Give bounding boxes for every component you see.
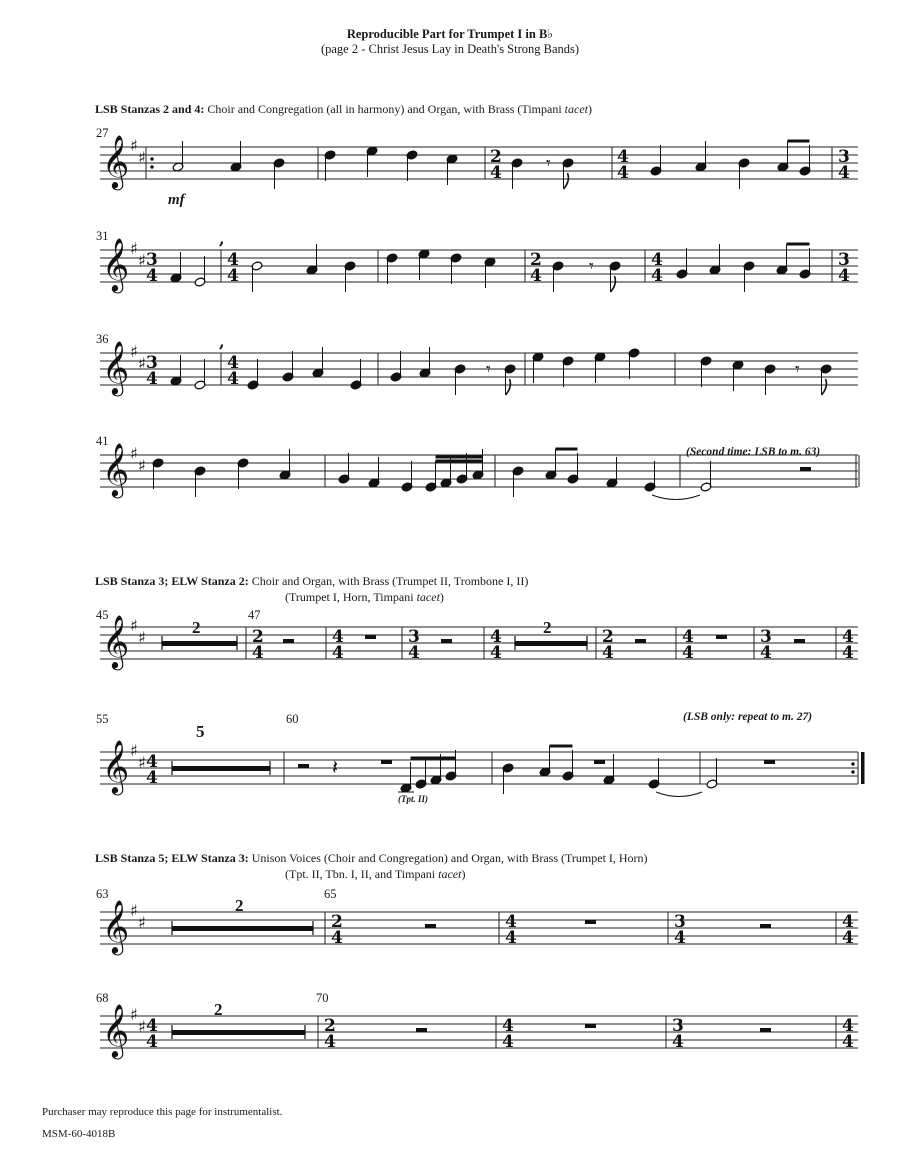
time-signature: 4	[146, 369, 158, 389]
section-tacet: tacet	[564, 102, 588, 116]
half-rest	[800, 467, 811, 471]
repeat-note: (LSB only: repeat to m. 27)	[683, 711, 813, 723]
time-signature: 4	[842, 1032, 854, 1052]
treble-clef-icon: 𝄞	[102, 899, 130, 953]
note-flag	[822, 379, 827, 395]
tpt2-cue-label: (Tpt. II)	[398, 794, 428, 804]
staff-system-4	[0, 415, 900, 535]
repeat-dot	[851, 770, 854, 773]
time-signature: 4	[324, 1032, 336, 1052]
staff-system-5	[0, 587, 900, 707]
note-flag	[564, 173, 569, 189]
time-signature: 4	[842, 912, 854, 932]
time-signature: 3	[672, 1016, 684, 1036]
sharp-icon: ♯	[138, 1017, 146, 1036]
staff-system-2	[0, 210, 900, 330]
measure-number: 60	[286, 712, 299, 726]
section-heading-3	[95, 851, 648, 866]
time-signature: 4	[602, 643, 614, 663]
footer-permission: Purchaser may reproduce this page for instrumentalist.	[42, 1106, 283, 1118]
treble-clef-icon: 𝄞	[102, 1003, 130, 1057]
sharp-icon: ♯	[130, 901, 138, 920]
measure-number: 68	[96, 991, 109, 1005]
time-signature: 4	[651, 250, 663, 270]
sharp-icon: ♯	[138, 148, 146, 167]
whole-rest	[585, 920, 596, 924]
staff-system-1	[0, 107, 900, 227]
half-rest	[760, 1028, 771, 1032]
whole-rest	[381, 760, 392, 764]
multirest-count: 5	[196, 722, 205, 741]
time-signature: 4	[842, 1016, 854, 1036]
barline	[861, 752, 865, 784]
breath-mark: ,	[219, 332, 225, 351]
time-signature: 4	[227, 250, 239, 270]
whole-rest	[594, 760, 605, 764]
time-signature: 4	[332, 643, 344, 663]
sharp-icon: ♯	[130, 616, 138, 635]
time-signature: 4	[838, 266, 850, 286]
time-signature: 4	[505, 928, 517, 948]
half-rest	[760, 924, 771, 928]
time-signature: 4	[227, 266, 239, 286]
time-signature: 3	[408, 627, 420, 647]
section-text: Choir and Congregation (all in harmony) and Organ, with Brass (Timpani	[207, 102, 565, 116]
treble-clef-icon: 𝄞	[102, 739, 130, 793]
time-signature: 4	[332, 627, 344, 647]
measure-number: 41	[96, 434, 109, 448]
time-signature: 4	[490, 627, 502, 647]
time-signature: 4	[672, 1032, 684, 1052]
sharp-icon: ♯	[130, 741, 138, 760]
time-signature: 4	[682, 627, 694, 647]
time-signature: 4	[227, 353, 239, 373]
time-signature: 4	[530, 266, 542, 286]
time-signature: 3	[146, 353, 158, 373]
time-signature: 4	[227, 369, 239, 389]
time-signature: 2	[331, 912, 343, 932]
half-rest	[635, 639, 646, 643]
time-signature: 4	[502, 1016, 514, 1036]
section-lead: LSB Stanza 5; ELW Stanza 3:	[95, 851, 249, 865]
tie	[656, 792, 702, 797]
staff-system-6	[0, 712, 900, 832]
section-close: )	[588, 102, 592, 116]
time-signature: 4	[146, 752, 158, 772]
treble-clef-icon: 𝄞	[102, 614, 130, 668]
repeat-dot	[851, 762, 854, 765]
section-subline-3: (Tpt. II, Tbn. I, II, and Timpani tacet)	[285, 867, 466, 881]
sharp-icon: ♯	[130, 444, 138, 463]
whole-rest	[764, 760, 775, 764]
treble-clef-icon: 𝄞	[102, 134, 130, 188]
half-rest	[441, 639, 452, 643]
time-signature: 4	[146, 1032, 158, 1052]
multirest-bar	[515, 641, 587, 646]
multirest-bar	[172, 766, 270, 771]
half-rest	[283, 639, 294, 643]
half-rest	[416, 1028, 427, 1032]
sharp-icon: ♯	[130, 1005, 138, 1024]
treble-clef-icon: 𝄞	[102, 237, 130, 291]
time-signature: 4	[505, 912, 517, 932]
eighth-rest-icon: 𝄾	[546, 153, 551, 174]
whole-rest	[365, 635, 376, 639]
time-signature: 4	[146, 1016, 158, 1036]
note-flag	[611, 276, 616, 292]
time-signature: 2	[324, 1016, 336, 1036]
second-time-note: (Second time: LSB to m. 63)	[686, 446, 821, 458]
time-signature: 3	[838, 147, 850, 167]
time-signature: 4	[331, 928, 343, 948]
breath-mark: ,	[219, 229, 225, 248]
measure-number: 63	[96, 887, 109, 901]
multirest-bar	[162, 641, 237, 646]
time-signature: 3	[146, 250, 158, 270]
time-signature: 4	[838, 163, 850, 183]
note-flag	[506, 379, 511, 395]
half-rest	[425, 924, 436, 928]
time-signature: 4	[842, 627, 854, 647]
section-text: Unison Voices (Choir and Congregation) and Organ, with Brass (Trumpet I, Horn)	[251, 851, 648, 865]
time-signature: 4	[651, 266, 663, 286]
section-subline-2: (Trumpet I, Horn, Timpani tacet)	[285, 590, 444, 604]
page-subtitle: (page 2 - Christ Jesus Lay in Death's Strong Bands)	[320, 42, 580, 56]
measure-number: 27	[96, 126, 109, 140]
staff-system-8	[0, 976, 900, 1096]
quarter-rest-icon: 𝄽	[332, 755, 339, 779]
measure-number: 31	[96, 229, 109, 243]
section-lead: LSB Stanzas 2 and 4:	[95, 102, 205, 116]
half-rest	[794, 639, 805, 643]
multirest-bar	[172, 1030, 305, 1035]
time-signature: 4	[490, 163, 502, 183]
time-signature: 4	[842, 643, 854, 663]
section-text: Choir and Organ, with Brass (Trumpet II, Trombone I, II)	[251, 574, 529, 588]
time-signature: 3	[674, 912, 686, 932]
time-signature: 3	[838, 250, 850, 270]
multirest-count: 2	[235, 896, 244, 915]
whole-rest	[716, 635, 727, 639]
measure-number: 70	[316, 991, 329, 1005]
sharp-icon: ♯	[130, 239, 138, 258]
sharp-icon: ♯	[138, 753, 146, 772]
time-signature: 4	[842, 928, 854, 948]
treble-clef-icon: 𝄞	[102, 340, 130, 394]
repeat-dot	[150, 165, 153, 168]
eighth-rest-icon: 𝄾	[795, 359, 800, 380]
sharp-icon: ♯	[138, 628, 146, 647]
sharp-icon: ♯	[138, 251, 146, 270]
time-signature: 4	[408, 643, 420, 663]
page-title: Reproducible Part for Trumpet I in B♭	[346, 27, 554, 41]
whole-rest	[585, 1024, 596, 1028]
time-signature: 2	[602, 627, 614, 647]
time-signature: 2	[252, 627, 264, 647]
time-signature: 4	[674, 928, 686, 948]
time-signature: 4	[502, 1032, 514, 1052]
time-signature: 3	[760, 627, 772, 647]
time-signature: 4	[490, 643, 502, 663]
treble-clef-icon: 𝄞	[102, 442, 130, 496]
section-lead: LSB Stanza 3; ELW Stanza 2:	[95, 574, 249, 588]
time-signature: 4	[617, 163, 629, 183]
multirest-count: 2	[543, 618, 552, 637]
dynamic-mark: mf	[168, 192, 185, 208]
measure-number: 65	[324, 887, 337, 901]
multirest-count: 2	[214, 1000, 223, 1019]
time-signature: 4	[146, 266, 158, 286]
repeat-dot	[150, 157, 153, 160]
measure-number: 55	[96, 712, 109, 726]
measure-number: 45	[96, 608, 109, 622]
time-signature: 4	[760, 643, 772, 663]
multirest-bar	[172, 926, 313, 931]
sharp-icon: ♯	[138, 354, 146, 373]
staff-system-7	[0, 872, 900, 992]
measure-number: 47	[248, 608, 261, 622]
footer-catalog: MSM-60-4018B	[42, 1128, 116, 1140]
eighth-rest-icon: 𝄾	[486, 359, 491, 380]
time-signature: 4	[617, 147, 629, 167]
half-rest	[298, 764, 309, 768]
time-signature: 4	[146, 768, 158, 788]
sharp-icon: ♯	[130, 136, 138, 155]
sharp-icon: ♯	[138, 913, 146, 932]
time-signature: 4	[682, 643, 694, 663]
measure-number: 36	[96, 332, 109, 346]
multirest-count: 2	[192, 618, 201, 637]
time-signature: 4	[252, 643, 264, 663]
tie	[652, 495, 700, 500]
time-signature: 2	[490, 147, 502, 167]
sharp-icon: ♯	[130, 342, 138, 361]
eighth-rest-icon: 𝄾	[589, 256, 594, 277]
time-signature: 2	[530, 250, 542, 270]
sharp-icon: ♯	[138, 456, 146, 475]
